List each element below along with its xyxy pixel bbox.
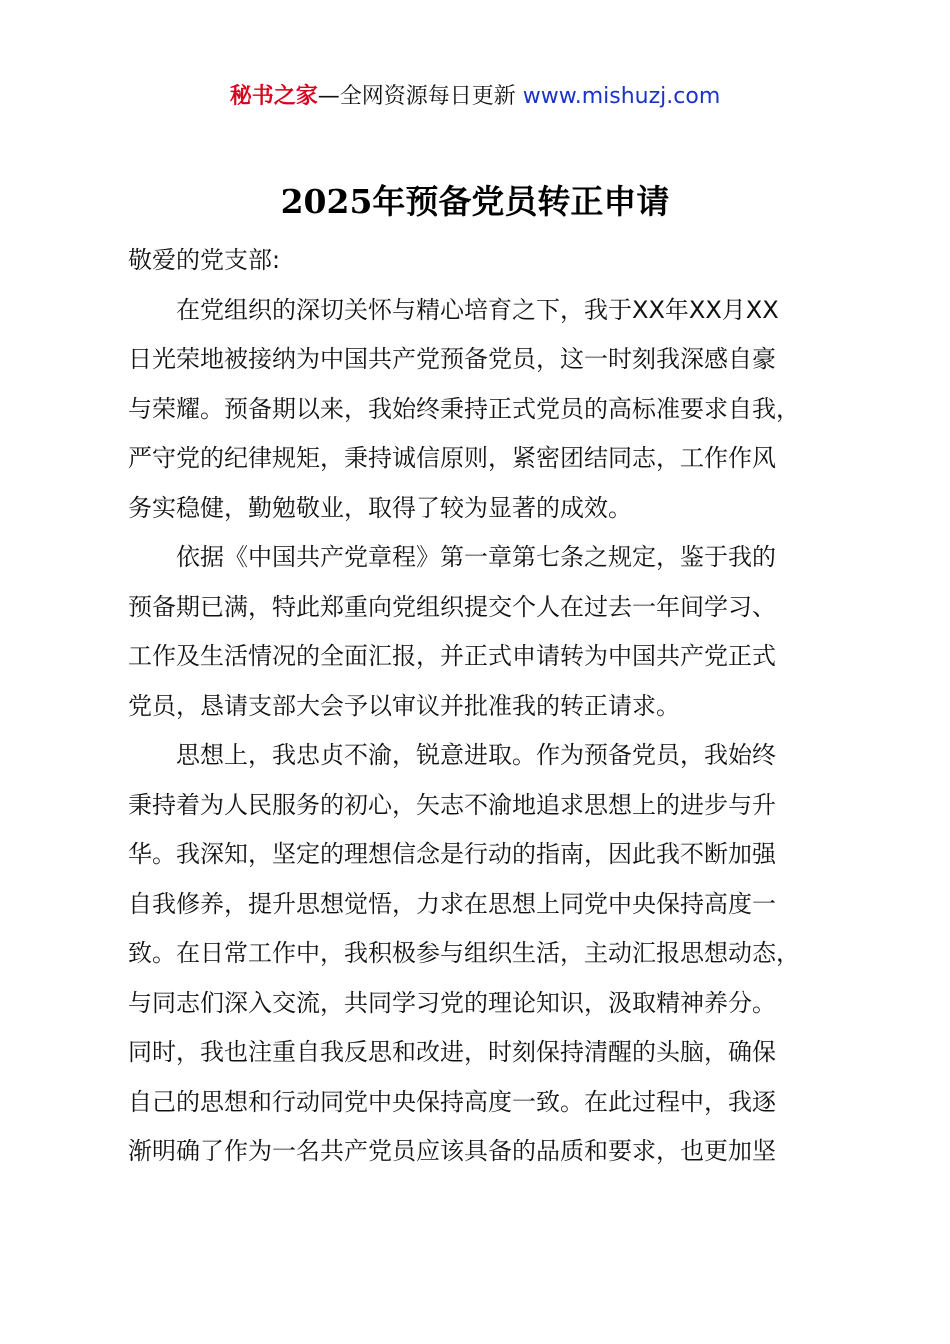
- paragraph-line: 日光荣地被接纳为中国共产党预备党员，这一时刻我深感自豪: [128, 345, 776, 373]
- document-body: [128, 236, 833, 1177]
- salutation: 敬爱的党支部:: [128, 246, 281, 274]
- document-title: 2025年预备党员转正申请: [280, 182, 670, 221]
- paragraph-line: 秉持着为人民服务的初心，矢志不渝地追求思想上的进步与升: [128, 790, 776, 819]
- header-tagline: —全网资源每日更新: [317, 84, 516, 109]
- paragraph-line: 严守党的纪律规矩，秉持诚信原则，紧密团结同志，工作作风: [128, 444, 776, 472]
- paragraph-line: 自己的思想和行动同党中央保持高度一致。在此过程中，我逐: [128, 1087, 776, 1116]
- paragraph-line: 同时，我也注重自我反思和改进，时刻保持清醒的头脑，确保: [128, 1038, 776, 1066]
- paragraph-line: 渐明确了作为一名共产党员应该具备的品质和要求，也更加坚: [128, 1137, 776, 1165]
- paragraph-line: 预备期已满，特此郑重向党组织提交个人在过去一年间学习、: [128, 592, 776, 621]
- paragraph-line: 自我修养，提升思想觉悟，力求在思想上同党中央保持高度一: [128, 889, 776, 918]
- paragraph-line: 在党组织的深切关怀与精心培育之下，我于XX年XX月XX: [176, 295, 779, 324]
- paragraph-line: 致。在日常工作中，我积极参与组织生活，主动汇报思想动态，: [128, 939, 800, 967]
- brand-name: 秘书之家: [229, 84, 318, 109]
- paragraph-line: 工作及生活情况的全面汇报，并正式申请转为中国共产党正式: [128, 642, 776, 670]
- paragraph-line: 与同志们深入交流，共同学习党的理论知识，汲取精神养分。: [128, 988, 776, 1017]
- paragraph-line: 党员，恳请支部大会予以审议并批准我的转正请求。: [128, 691, 680, 720]
- paragraph-1: [128, 286, 833, 534]
- paragraph-2: [128, 533, 833, 731]
- paragraph-line: 务实稳健，勤勉敬业，取得了较为显著的成效。: [128, 493, 632, 522]
- site-url-link[interactable]: www.mishuzj.com: [522, 84, 721, 109]
- paragraph-line: 华。我深知，坚定的理想信念是行动的指南，因此我不断加强: [128, 840, 776, 868]
- site-header: [0, 82, 950, 112]
- paragraph-line: 思想上，我忠贞不渝，锐意进取。作为预备党员，我始终: [176, 741, 776, 769]
- paragraph-line: 依据《中国共产党章程》第一章第七条之规定，鉴于我的: [176, 543, 776, 571]
- paragraph-line: 与荣耀。预备期以来，我始终秉持正式党员的高标准要求自我，: [128, 394, 800, 423]
- paragraph-3: [128, 731, 833, 1177]
